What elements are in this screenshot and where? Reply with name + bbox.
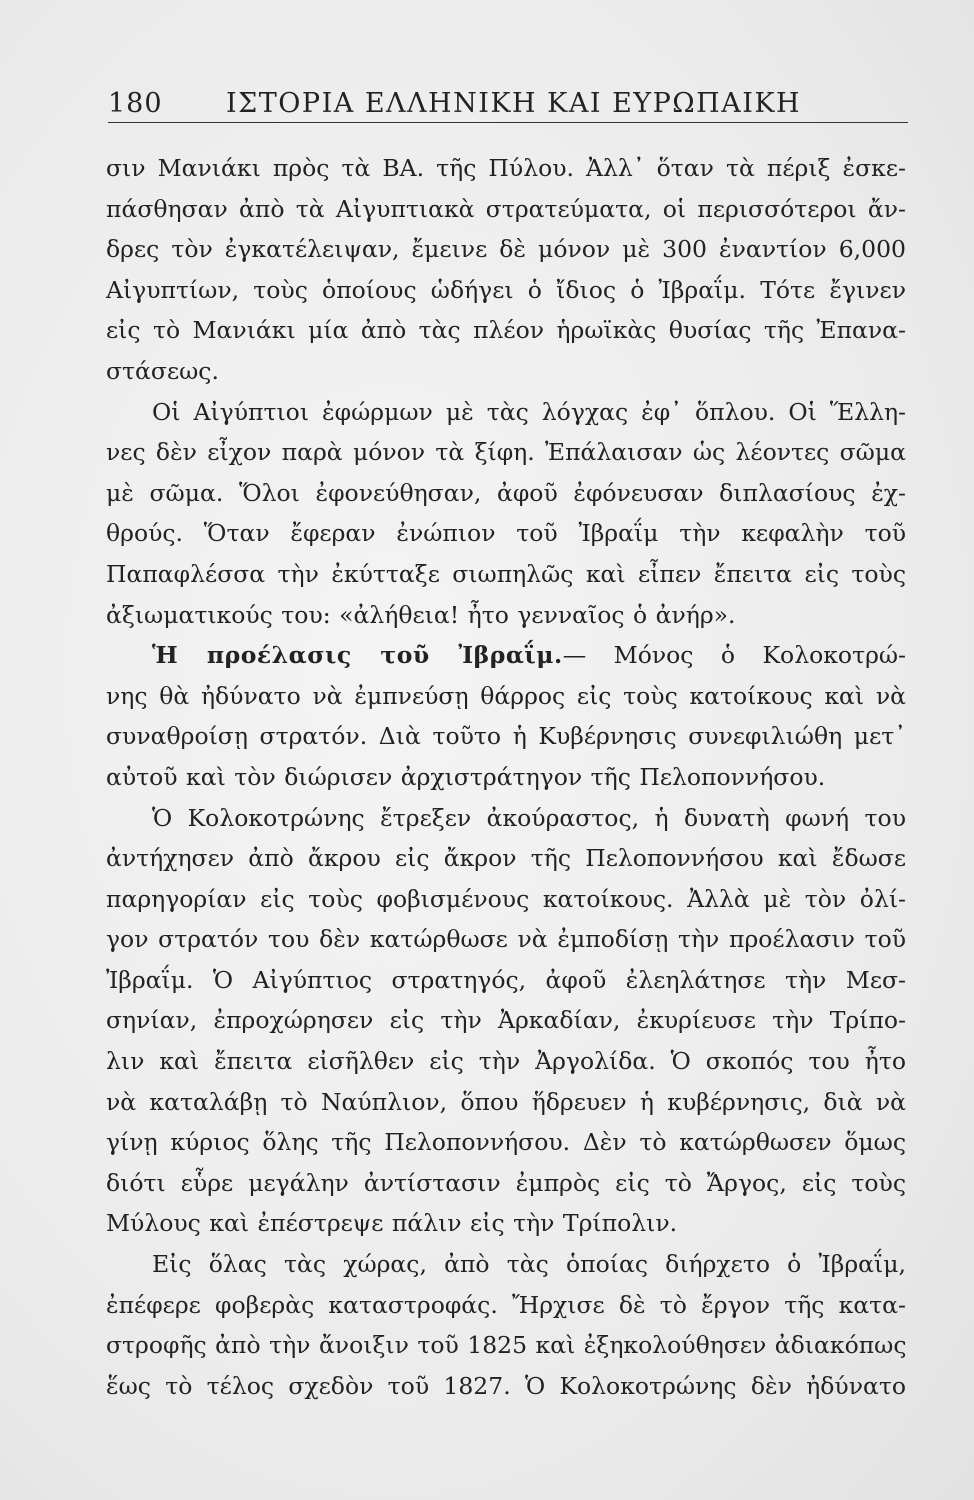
- text-line: ἐπέφερε φοβερὰς καταστροφάς. Ἤρχισε δὲ τὸ ἔργον τῆς κατα-: [106, 1290, 906, 1319]
- text-line: αὐτοῦ καὶ τὸν διώρισεν ἀρχιστράτηγον τῆς Πελοποννήσου.: [106, 762, 826, 791]
- text-line: ἀξιωματικούς του: «ἀλήθεια! ἦτο γενναῖος ὁ ἀνήρ».: [106, 600, 736, 629]
- text-line: θρούς. Ὅταν ἔφεραν ἐνώπιον τοῦ Ἰβραΐμ τὴν κεφαλὴν τοῦ: [106, 519, 906, 548]
- text-line: στροφῆς ἀπὸ τὴν ἄνοιξιν τοῦ 1825 καὶ ἐξηκολούθησεν ἀδιακόπως: [106, 1331, 907, 1360]
- text-line: δρες τὸν ἐγκατέλειψαν, ἔμεινε δὲ μόνον μὲ 300 ἐναντίον 6,000: [106, 235, 906, 264]
- text-line: Εἰς ὅλας τὰς χώρας, ἀπὸ τὰς ὁποίας διήρχετο ὁ Ἰβραΐμ,: [152, 1250, 906, 1279]
- text-line: νες δὲν εἶχον παρὰ μόνον τὰ ξίφη. Ἐπάλαισαν ὡς λέοντες σῶμα: [106, 438, 906, 467]
- text-line: Ὁ Κολοκοτρώνης ἔτρεξεν ἀκούραστος, ἡ δυνατὴ φωνή του: [152, 803, 906, 832]
- text-line: σιν Μανιάκι πρὸς τὰ ΒΑ. τῆς Πύλου. Ἀλλ᾽ ὅταν τὰ πέριξ ἐσκε-: [106, 154, 906, 182]
- text-line: γον στρατόν του δὲν κατώρθωσε νὰ ἐμποδίσῃ τὴν προέλασιν τοῦ: [106, 925, 906, 954]
- text-line: νὰ καταλάβῃ τὸ Ναύπλιον, ὅπου ἥδρευεν ἡ κυβέρνησις, διὰ νὰ: [106, 1087, 906, 1116]
- text-line: ἕως τὸ τέλος σχεδὸν τοῦ 1827. Ὁ Κολοκοτρώνης δὲν ἠδύνατο: [106, 1371, 906, 1400]
- text-line: γίνῃ κύριος ὅλης τῆς Πελοποννήσου. Δὲν τὸ κατώρθωσεν ὅμως: [106, 1128, 906, 1157]
- text-line: πάσθησαν ἀπὸ τὰ Αἰγυπτιακὰ στρατεύματα, οἱ περισσότεροι ἄν-: [106, 194, 906, 223]
- running-head: ΙΣΤΟΡΙΑ ΕΛΛΗΝΙΚΗ ΚΑΙ ΕΥΡΩΠΑΙΚΗ: [226, 88, 802, 119]
- text-line: Αἰγυπτίων, τοὺς ὁποίους ὡδήγει ὁ ἴδιος ὁ Ἰβραΐμ. Τότε ἔγινεν: [106, 275, 906, 304]
- section-heading-continuation: Μόνος ὁ Κολοκοτρώ-: [586, 641, 906, 670]
- section-heading: Ἡ προέλασις τοῦ Ἰβραΐμ.: [152, 641, 563, 670]
- text-line: στάσεως.: [106, 356, 219, 385]
- text-line: λιν καὶ ἔπειτα εἰσῆλθεν εἰς τὴν Ἀργολίδα. Ὁ σκοπός του ἦτο: [106, 1047, 906, 1076]
- text-line: Παπαφλέσσα τὴν ἐκύτταξε σιωπηλῶς καὶ εἶπεν ἔπειτα εἰς τοὺς: [106, 559, 906, 588]
- page-number: 180: [108, 88, 163, 119]
- em-dash: —: [562, 641, 587, 670]
- section-heading-line: [106, 635, 906, 676]
- text-line: σηνίαν, ἐπροχώρησεν εἰς τὴν Ἀρκαδίαν, ἐκυρίευσε τὴν Τρίπο-: [106, 1006, 906, 1035]
- body-text: [106, 148, 906, 1406]
- text-line: διότι εὗρε μεγάλην ἀντίστασιν ἐμπρὸς εἰς τὸ Ἄργος, εἰς τοὺς: [106, 1168, 906, 1197]
- text-line: Μύλους καὶ ἐπέστρεψε πάλιν εἰς τὴν Τρίπολιν.: [106, 1209, 678, 1238]
- text-line: μὲ σῶμα. Ὅλοι ἐφονεύθησαν, ἀφοῦ ἐφόνευσαν διπλασίους ἐχ-: [106, 478, 906, 507]
- text-line: παρηγορίαν εἰς τοὺς φοβισμένους κατοίκους. Ἀλλὰ μὲ τὸν ὀλί-: [106, 884, 906, 913]
- header-rule: [108, 122, 908, 123]
- text-line: Ἰβραΐμ. Ὁ Αἰγύπτιος στρατηγός, ἀφοῦ ἐλεηλάτησε τὴν Μεσ-: [106, 965, 906, 994]
- text-line: ἀντήχησεν ἀπὸ ἄκρου εἰς ἄκρον τῆς Πελοποννήσου καὶ ἔδωσε: [106, 844, 906, 873]
- text-line: εἰς τὸ Μανιάκι μία ἀπὸ τὰς πλέον ἡρωϊκὰς θυσίας τῆς Ἐπανα-: [106, 316, 906, 345]
- text-line: νης θὰ ἠδύνατο νὰ ἐμπνεύσῃ θάρρος εἰς τοὺς κατοίκους καὶ νὰ: [106, 681, 906, 710]
- text-line: συναθροίσῃ στρατόν. Διὰ τοῦτο ἡ Κυβέρνησις συνεφιλιώθη μετ᾽: [106, 722, 906, 751]
- text-line: Οἱ Αἰγύπτιοι ἐφώρμων μὲ τὰς λόγχας ἐφ᾽ ὅπλου. Οἱ Ἕλλη-: [152, 397, 906, 426]
